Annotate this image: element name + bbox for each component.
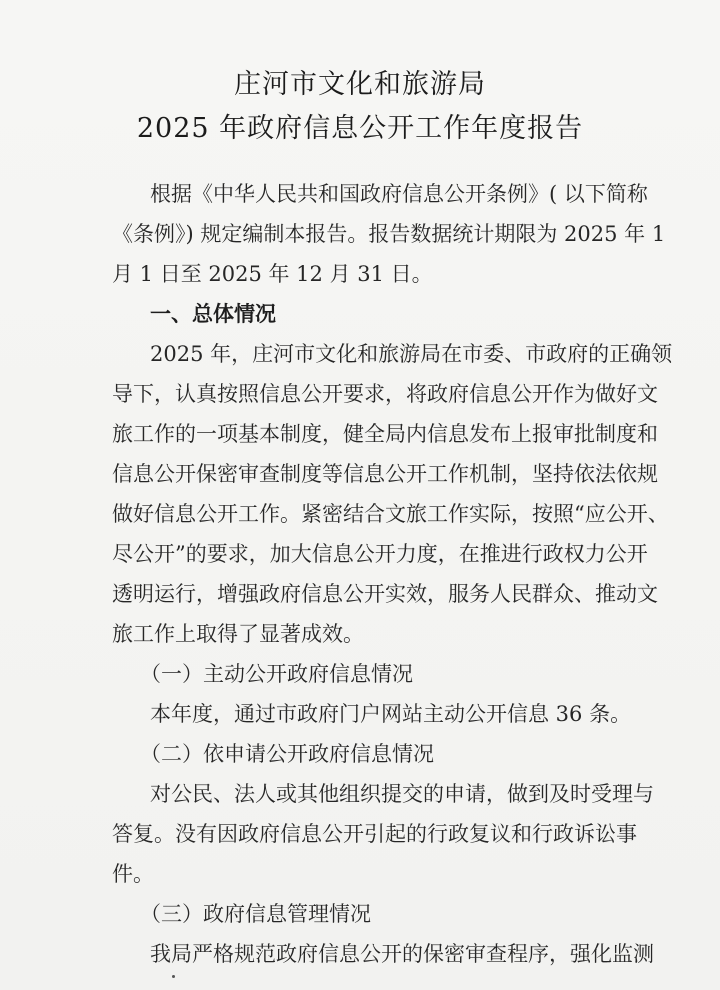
subsection2-line-3: 件。 (112, 862, 154, 886)
report-title-line1: 庄河市文化和旅游局 (234, 69, 486, 100)
intro-line-2: 《条例》) 规定编制本报告。报告数据统计期限为 2025 年 1 (112, 222, 666, 246)
subsection3-line-1: 我局严格规范政府信息公开的保密审查程序，强化监测 (150, 942, 654, 966)
intro-line-3: 月 1 日至 2025 年 12 月 31 日。 (112, 262, 433, 286)
subsection3-heading: （三）政府信息管理情况 (140, 902, 371, 926)
subsection1-heading: （一）主动公开政府信息情况 (140, 662, 413, 686)
section1-line-6: 尽公开”的要求，加大信息公开力度，在推进行政权力公开 (112, 542, 648, 566)
subsection1-text: 本年度，通过市政府门户网站主动公开信息 36 条。 (150, 702, 632, 726)
subsection2-heading: （二）依申请公开政府信息情况 (140, 742, 434, 766)
section1-line-5: 做好信息公开工作。紧密结合文旅工作实际，按照“应公开、 (112, 502, 669, 526)
section1-heading: 一、总体情况 (150, 301, 276, 326)
section1-line-7: 透明运行，增强政府信息公开实效，服务人民群众、推动文 (112, 582, 658, 606)
intro-line-1: 根据《中华人民共和国政府信息公开条例》( 以下简称 (150, 182, 648, 206)
subsection2-line-1: 对公民、法人或其他组织提交的申请，做到及时受理与 (150, 782, 654, 806)
section1-line-3: 旅工作的一项基本制度，健全局内信息发布上报审批制度和 (112, 422, 658, 446)
section1-line-4: 信息公开保密审查制度等信息公开工作机制，坚持依法依规 (112, 462, 658, 486)
subsection2-line-2: 答复。没有因政府信息公开引起的行政复议和行政诉讼事 (112, 822, 637, 846)
section1-line-2: 导下，认真按照信息公开要求，将政府信息公开作为做好文 (112, 382, 658, 406)
scan-speck (172, 975, 175, 978)
section1-line-1: 2025 年，庄河市文化和旅游局在市委、市政府的正确领 (150, 342, 673, 366)
report-title-line2: 2025 年政府信息公开工作年度报告 (136, 113, 584, 144)
section1-line-8: 旅工作上取得了显著成效。 (112, 622, 364, 646)
